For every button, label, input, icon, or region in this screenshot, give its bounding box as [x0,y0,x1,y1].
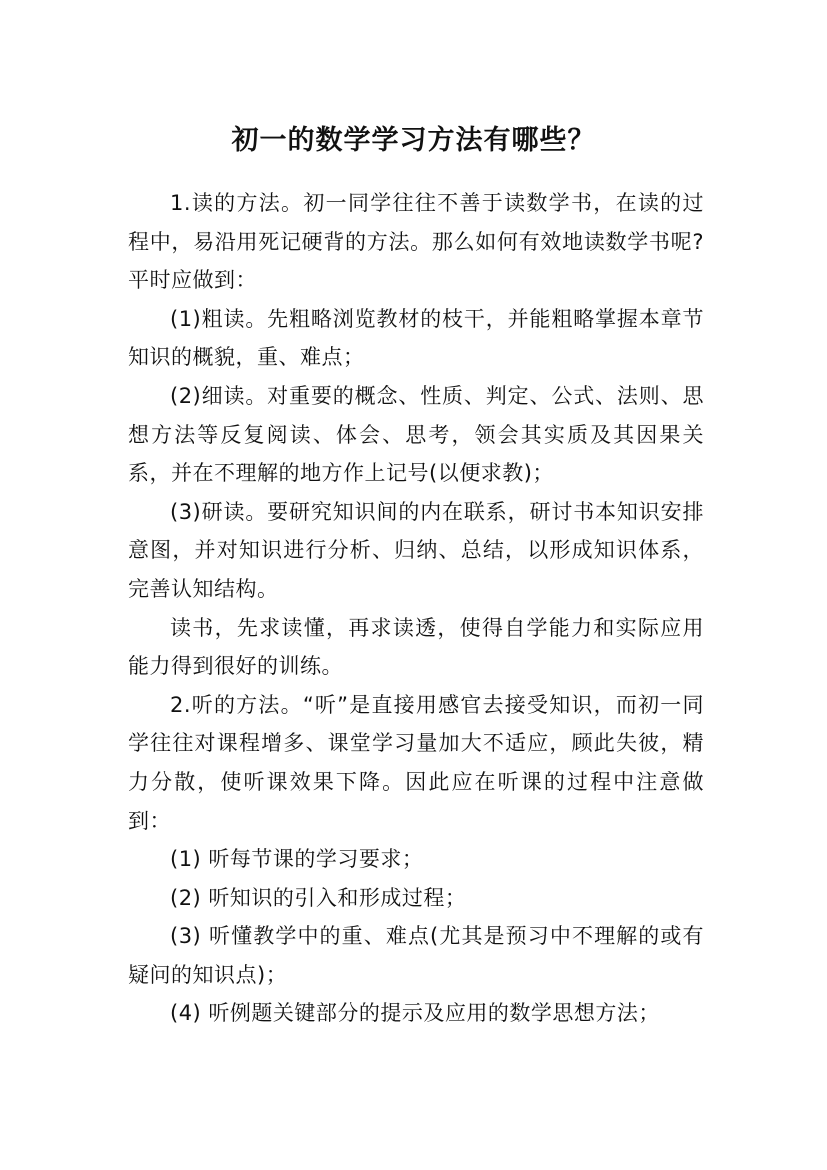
paragraph-reading-method: 1.读的方法。初一同学往往不善于读数学书，在读的过程中，易沿用死记硬背的方法。那么如何有效地读数学书呢?平时应做到： [128,191,704,293]
article-body [128,184,704,1033]
paragraph-study-reading: (3)研读。要研究知识间的内在联系，研讨书本知识安排意图，并对知识进行分析、归纳、总结，以形成知识体系，完善认知结构。 [128,499,704,601]
paragraph-listen-requirements: (1) 听每节课的学习要求； [170,847,424,872]
paragraph-listen-key-points: (3) 听懂教学中的重、难点(尤其是预习中不理解的或有疑问的知识点)； [128,924,704,987]
page-title: 初一的数学学习方法有哪些？ [231,125,596,157]
paragraph-reading-summary: 读书，先求读懂，再求读透，使得自学能力和实际应用能力得到很好的训练。 [128,615,704,679]
paragraph-listen-examples: (4) 听例题关键部分的提示及应用的数学思想方法； [170,1001,660,1026]
paragraph-rough-reading: (1)粗读。先粗略浏览教材的枝干，并能粗略掌握本章节知识的概貌，重、难点； [128,306,704,370]
paragraph-listen-introduction: (2) 听知识的引入和形成过程； [170,885,467,910]
paragraph-careful-reading: (2)细读。对重要的概念、性质、判定、公式、法则、思想方法等反复阅读、体会、思考，领会其实质及其因果关系，并在不理解的地方作上记号(以便求教)； [128,383,704,486]
paragraph-listening-method: 2.听的方法。“听”是直接用感官去接受知识，而初一同学往往对课程增多、课堂学习量加大不适应，顾此失彼，精力分散，使听课效果下降。因此应在听课的过程中注意做到： [128,692,704,833]
